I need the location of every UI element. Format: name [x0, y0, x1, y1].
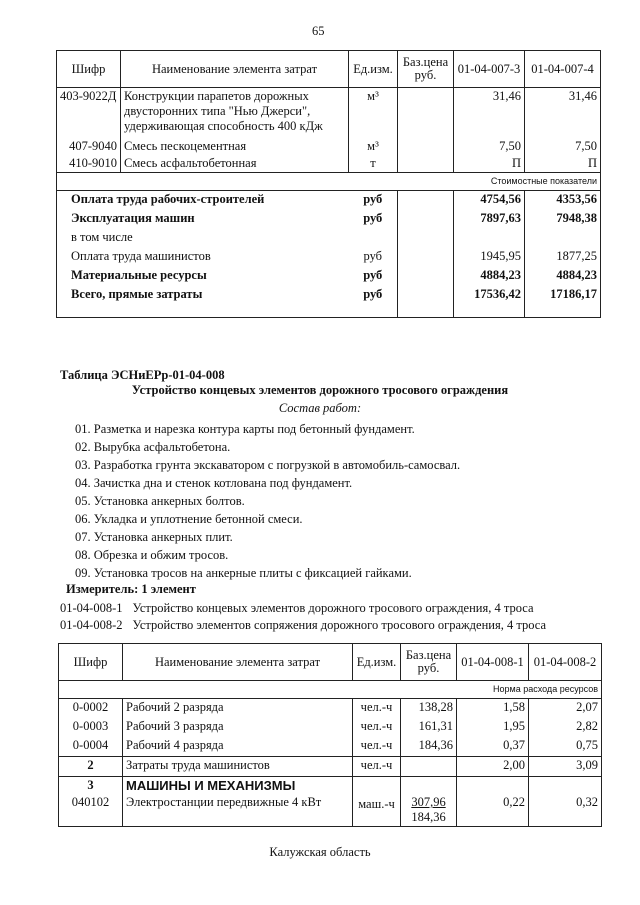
code-item: [60, 617, 546, 634]
unit-cell: [349, 229, 398, 248]
value-cell: 0,37: [457, 737, 529, 757]
name-cell: Электростанции передвижные 4 кВт: [126, 795, 322, 809]
header-cell: Наименование элемента затрат: [123, 644, 353, 681]
unit-cell: руб: [349, 286, 398, 305]
header-cell: 01-04-008-2: [529, 644, 602, 681]
table-row: [57, 155, 601, 173]
price-bottom: 184,36: [411, 810, 446, 824]
value-cell: 0,22: [457, 777, 529, 827]
works-list: [75, 420, 460, 582]
value-cell: [454, 229, 525, 248]
price-cell: 161,31: [401, 718, 457, 737]
price-cell: [398, 155, 454, 173]
value-cell: 1945,95: [454, 248, 525, 267]
cost-row: [57, 248, 601, 267]
table-row: [59, 737, 602, 757]
value-cell: 7948,38: [525, 210, 601, 229]
value-cell: 1877,25: [525, 248, 601, 267]
table-header: [59, 644, 602, 681]
code-item: [60, 600, 546, 617]
unit-cell: м³: [349, 138, 398, 155]
value-cell: 3,09: [529, 757, 602, 777]
code-number: 01-04-008-1: [60, 601, 123, 615]
price-cell: 184,36: [401, 737, 457, 757]
work-item: 05. Установка анкерных болтов.: [75, 494, 245, 508]
cost-name: в том числе: [57, 229, 349, 248]
table-row: [59, 757, 602, 777]
codes-list: [60, 600, 546, 634]
table-row: [57, 138, 601, 155]
code-number: 01-04-008-2: [60, 618, 123, 632]
price-cell: [398, 138, 454, 155]
header-cell: Ед.изм.: [349, 51, 398, 88]
code-cell: 0-0002: [59, 699, 123, 719]
value-cell: 4353,56: [525, 190, 601, 210]
value-cell: 31,46: [525, 88, 601, 138]
price-cell: [398, 229, 454, 248]
value-cell: 0,32: [529, 777, 602, 827]
name-cell: Рабочий 4 разряда: [123, 737, 353, 757]
cost-row: [57, 267, 601, 286]
unit-cell: чел.-ч: [353, 718, 401, 737]
table-row: [59, 718, 602, 737]
cost-name: Эксплуатация машин: [57, 210, 349, 229]
code-cell: 0-0003: [59, 718, 123, 737]
price-cell: 138,28: [401, 699, 457, 719]
name-cell: Смесь пескоцементная: [121, 138, 349, 155]
page-number: 65: [312, 24, 325, 38]
work-item: 03. Разработка грунта экскаватором с погрузкой в автомобиль-самосвал.: [75, 458, 461, 472]
unit-cell: чел.-ч: [353, 737, 401, 757]
header-cell: Баз.цена руб.: [398, 51, 454, 88]
code-text: Устройство элементов сопряжения дорожного тросового ограждения, 4 троса: [132, 618, 547, 632]
footer-region: Калужская область: [269, 845, 371, 859]
value-cell: 2,00: [457, 757, 529, 777]
value-cell: 2,82: [529, 718, 602, 737]
work-item: 09. Установка тросов на анкерные плиты с фиксацией гайками.: [75, 566, 412, 580]
unit-cell: м³: [349, 88, 398, 138]
unit-cell: чел.-ч: [353, 699, 401, 719]
code-cell: 0-0004: [59, 737, 123, 757]
cost-name: Оплата труда рабочих-строителей: [57, 190, 349, 210]
header-cell: 01-04-007-3: [454, 51, 525, 88]
cost-row: [57, 210, 601, 229]
cost-row: [57, 229, 601, 248]
price-cell: [398, 210, 454, 229]
unit-cell: руб: [349, 267, 398, 286]
value-cell: 1,58: [457, 699, 529, 719]
value-cell: 17186,17: [525, 286, 601, 305]
header-cell: Баз.цена руб.: [401, 644, 457, 681]
resource-table-2: [58, 643, 602, 827]
cost-name: Материальные ресурсы: [57, 267, 349, 286]
value-cell: 4754,56: [454, 190, 525, 210]
work-item: 07. Установка анкерных плит.: [75, 530, 233, 544]
price-cell: [398, 190, 454, 210]
header-cell: Наименование элемента затрат: [121, 51, 349, 88]
cost-table-1: [56, 50, 601, 318]
value-cell: П: [525, 155, 601, 173]
price-cell: [398, 267, 454, 286]
value-cell: 7897,63: [454, 210, 525, 229]
price-cell: [401, 757, 457, 777]
work-item: 01. Разметка и нарезка контура карты под бетонный фундамент.: [75, 422, 415, 436]
section-heading: Устройство концевых элементов дорожного тросового ограждения: [131, 383, 509, 397]
header-cell: Ед.изм.: [353, 644, 401, 681]
price-cell: [398, 248, 454, 267]
cost-name: Всего, прямые затраты: [57, 286, 349, 305]
unit-cell: чел.-ч: [353, 757, 401, 777]
unit-cell: руб: [349, 210, 398, 229]
header-cell: Шифр: [57, 51, 121, 88]
measure-label: Измеритель: 1 элемент: [66, 582, 196, 596]
work-item: 06. Укладка и уплотнение бетонной смеси.: [75, 512, 303, 526]
sub-code: 040102: [71, 795, 110, 809]
table-header: [57, 51, 601, 88]
unit-cell: руб: [349, 190, 398, 210]
code-cell: 407-9040: [57, 138, 121, 155]
unit-cell: маш.-ч: [353, 777, 401, 827]
cost-row: [57, 190, 601, 210]
work-item: 08. Обрезка и обжим тросов.: [75, 548, 229, 562]
header-cell: 01-04-007-4: [525, 51, 601, 88]
name-cell: Смесь асфальтобетонная: [121, 155, 349, 173]
group-name: МАШИНЫ И МЕХАНИЗМЫ: [126, 778, 296, 793]
value-cell: 0,75: [529, 737, 602, 757]
value-cell: П: [454, 155, 525, 173]
section-label: Стоимостные показатели: [57, 172, 601, 190]
value-cell: 4884,23: [525, 267, 601, 286]
works-title: Состав работ:: [278, 401, 362, 415]
name-cell: Рабочий 2 разряда: [123, 699, 353, 719]
work-item: 04. Зачистка дна и стенок котлована под фундамент.: [75, 476, 353, 490]
unit-cell: руб: [349, 248, 398, 267]
work-item: 02. Вырубка асфальтобетона.: [75, 440, 231, 454]
code-cell: 403-9022Д: [57, 88, 121, 138]
table-title: Таблица ЭСНиЕРр-01-04-008: [60, 368, 225, 382]
name-cell: Конструкции парапетов дорожных двусторонних типа "Нью Джерси", удерживающая способность 400 кДж: [121, 88, 349, 138]
price-cell: [398, 286, 454, 305]
value-cell: 7,50: [454, 138, 525, 155]
cost-row: [57, 286, 601, 305]
header-cell: 01-04-008-1: [457, 644, 529, 681]
value-cell: 2,07: [529, 699, 602, 719]
value-cell: [525, 229, 601, 248]
table-row: [59, 699, 602, 719]
code-cell: 410-9010: [57, 155, 121, 173]
value-cell: 7,50: [525, 138, 601, 155]
value-cell: 31,46: [454, 88, 525, 138]
table-row: [57, 88, 601, 138]
price-cell: [398, 88, 454, 138]
section-label: Норма расхода ресурсов: [59, 681, 602, 699]
price-top: 307,96: [411, 795, 446, 809]
unit-cell: т: [349, 155, 398, 173]
value-cell: 17536,42: [454, 286, 525, 305]
value-cell: 4884,23: [454, 267, 525, 286]
code-cell: 2: [59, 757, 123, 777]
cost-name: Оплата труда машинистов: [57, 248, 349, 267]
code-text: Устройство концевых элементов дорожного тросового ограждения, 4 троса: [132, 601, 534, 615]
table-row: [59, 777, 602, 827]
name-cell: Затраты труда машинистов: [123, 757, 353, 777]
code-cell: 3: [87, 778, 94, 792]
name-cell: Рабочий 3 разряда: [123, 718, 353, 737]
value-cell: 1,95: [457, 718, 529, 737]
header-cell: Шифр: [59, 644, 123, 681]
